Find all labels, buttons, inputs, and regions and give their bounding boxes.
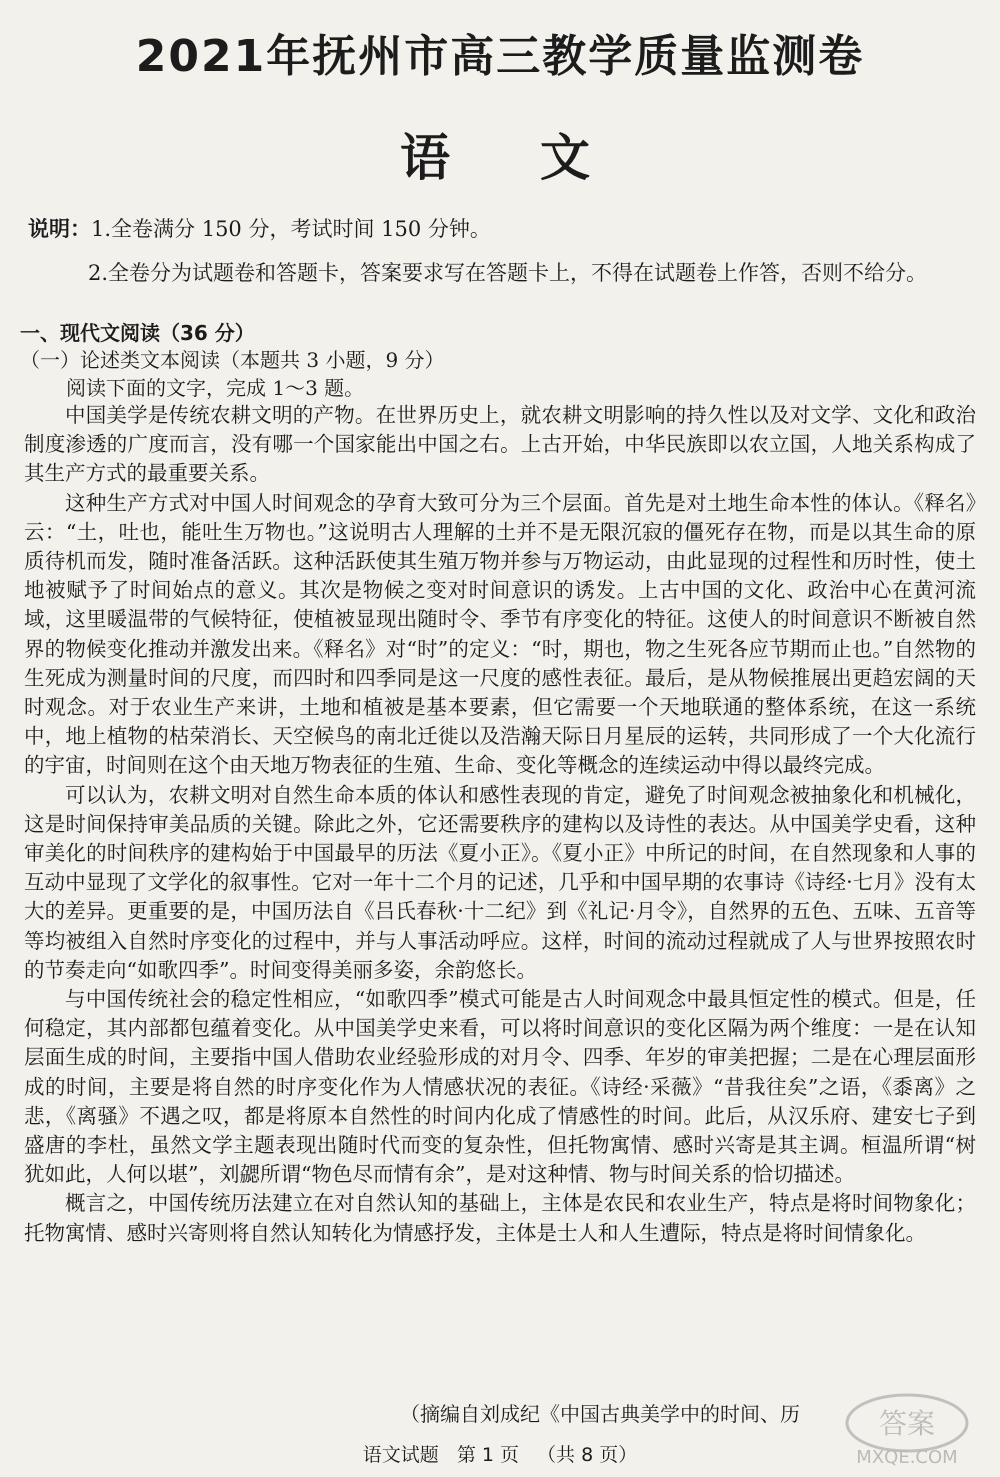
section-heading: 一、现代文阅读（36 分）: [20, 321, 255, 345]
watermark-logo: [832, 1389, 982, 1469]
passage-paragraph: 概言之，中国传统历法建立在对自然认知的基础上，主体是农民和农业生产，特点是将时间物象化；托物寓情、感时兴寄则将自然认知转化为情感抒发，主体是士人和人生遭际，特点是将时间情象化。: [24, 1191, 976, 1245]
source-citation: （摘编自刘成纪《中国古典美学中的时间、历: [400, 1402, 800, 1426]
subsection-heading: （一）论述类文本阅读（本题共 3 小题，9 分）: [20, 348, 445, 372]
watermark-url: MXQE.COM: [856, 1447, 958, 1468]
passage-paragraph: 这种生产方式对中国人时间观念的孕育大致可分为三个层面。首先是对土地生命本性的体认。《释名》云：“土，吐也，能吐生万物也。”这说明古人理解的土并不是无限沉寂的僵死存在物，而是以其生命的原质待机而发，随时准备活跃。这种活跃使其生殖万物并参与万物运动，由此显现的过程性和历时性，使土地被赋予了时间始点的意义。其次是物候之变对时间意识的诱发。上古中国的文化、政治中心在黄河流域，这里暖温带的气候特征，使植被显现出随时令、季节有序变化的特征。这使人的时间意识不断被自然界的物候变化推动并激发出来。《释名》对“时”的定义：“时，期也，物之生死各应节期而止也。”自然物的生死成为测量时间的尺度，而四时和四季同是这一尺度的感性表征。最后，是从物候推展出更趋宏阔的天时观念。对于农业生产来讲，土地和植被是基本要素，但它需要一个天地联通的整体系统，在这一系统中，地上植物的枯荣消长、天空候鸟的南北迁徙以及浩瀚天际日月星辰的运转，共同形成了一个大化流行的宇宙，时间则在这个由天地万物表征的生殖、生命、变化等概念的连续运动中得以最终完成。: [24, 490, 976, 778]
instructions-line-1: [28, 214, 491, 244]
watermark-text: 答案: [878, 1407, 936, 1440]
footer-page-total: （共 8 页）: [537, 1444, 638, 1466]
footer-page-number: 第 1 页: [456, 1444, 519, 1466]
instructions-text-1: 1.全卷满分 150 分，考试时间 150 分钟。: [91, 217, 491, 241]
passage-paragraph: 与中国传统社会的稳定性相应，“如歌四季”模式可能是古人时间观念中最具恒定性的模式。但是，任何稳定，其内部都包蕴着变化。从中国美学史来看，可以将时间意识的变化区隔为两个维度：一是在认知层面生成的时间，主要指中国人借助农业经验形成的对月令、四季、年岁的审美把握；二是在心理层面形成的时间，主要是将自然的时序变化作为人情感状况的表征。《诗经·采薇》“昔我往矣”之语，《黍离》之悲，《离骚》不遇之叹，都是将原本自然性的时间内化成了情感性的时间。此后，从汉乐府、建安七子到盛唐的李杜，虽然文学主题表现出随时代而变的复杂性，但托物寓情、感时兴寄是其主调。桓温所谓“树犹如此，人何以堪”，刘勰所谓“物色尽而情有余”，是对这种情、物与时间关系的恰切描述。: [24, 987, 976, 1187]
exam-title: 2021年抚州市高三教学质量监测卷: [135, 31, 865, 82]
instructions-line-2: 2.全卷分为试题卷和答题卡，答案要求写在答题卡上，不得在试题卷上作答，否则不给分。: [88, 261, 928, 285]
instructions-label: 说明：: [28, 217, 91, 241]
reading-instruction: 阅读下面的文字，完成 1～3 题。: [66, 376, 365, 400]
footer-subject: 语文试题: [362, 1444, 439, 1466]
passage-paragraph: 可以认为，农耕文明对自然生命本质的体认和感性表现的肯定，避免了时间观念被抽象化和机械化，这是时间保持审美品质的关键。除此之外，它还需要秩序的建构以及诗性的表达。从中国美学史看，这种审美化的时间秩序的建构始于中国最早的历法《夏小正》。《夏小正》中所记的时间，在自然现象和人事的互动中显现了文学化的叙事性。它对一年十二个月的记述，几乎和中国早期的农事诗《诗经·七月》没有太大的差异。更重要的是，中国历法自《吕氏春秋·十二纪》到《礼记·月令》，自然界的五色、五味、五音等等均被组入自然时序变化的过程中，并与人事活动呼应。这样，时间的流动过程就成了人与世界按照农时的节奏走向“如歌四季”。时间变得美丽多姿，余韵悠长。: [24, 782, 976, 982]
passage-paragraph: 中国美学是传统农耕文明的产物。在世界历史上，就农耕文明影响的持久性以及对文学、文化和政治制度渗透的广度而言，没有哪一个国家能出中国之右。上古开始，中华民族即以农立国，人地关系构成了其生产方式的最重要关系。: [24, 403, 976, 486]
subject-title: 语文: [400, 129, 680, 187]
passage: [24, 401, 976, 1248]
